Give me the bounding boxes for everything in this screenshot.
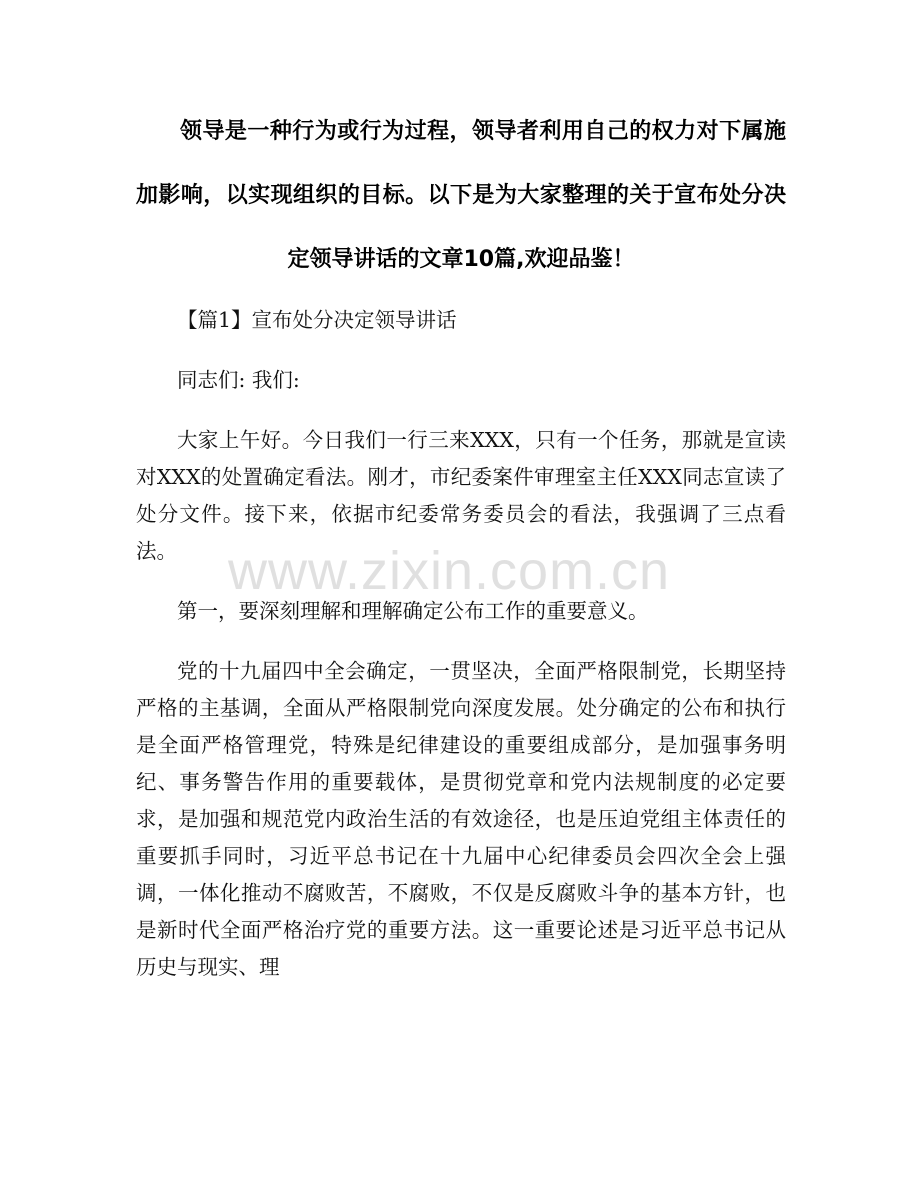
paragraph-point-one: 第一，要深刻理解和理解确定公布工作的重要意义。 bbox=[177, 599, 649, 623]
paragraph-opening: 大家上午好。今日我们一行三来XXX，只有一个任务，那就是宣读对XXX的处置确定看法。刚才，市纪委案件审理室主任XXX同志宣读了处分文件。接下来，依据市纪委常务委员会的看法，我强调了三点看法。 bbox=[136, 428, 786, 563]
intro-paragraph: 领导是一种行为或行为过程，领导者利用自己的权力对下属施加影响，以实现组织的目标。以下是为大家整理的关于宣布处分决定领导讲话的文章10篇,欢迎品鉴！ bbox=[136, 119, 786, 272]
paragraph-significance: 党的十九届四中全会确定，一贯坚决，全面严格限制党，长期坚持严格的主基调，全面从严格限制党向深度发展。处分确定的公布和执行是全面严格管理党，特殊是纪律建设的重要组成部分，是加强事务明纪、事务警告作用的重要载体，是贯彻党章和党内法规制度的必定要求，是加强和规范党内政治生活的有效途径，也是压迫党组主体责任的重要抓手同时，习近平总书记在十九届中心纪律委员会四次全会上强调，一体化推动不腐败苦，不腐败，不仅是反腐败斗争的基本方针，也是新时代全面严格治疗党的重要方法。这一重要论述是习近平总书记从历史与现实、理 bbox=[136, 659, 786, 979]
watermark: www.zixin.com.cn bbox=[228, 541, 671, 601]
section-heading: 【篇1】宣布处分决定领导讲话 bbox=[177, 308, 457, 332]
greeting: 同志们: 我们: bbox=[177, 368, 300, 392]
